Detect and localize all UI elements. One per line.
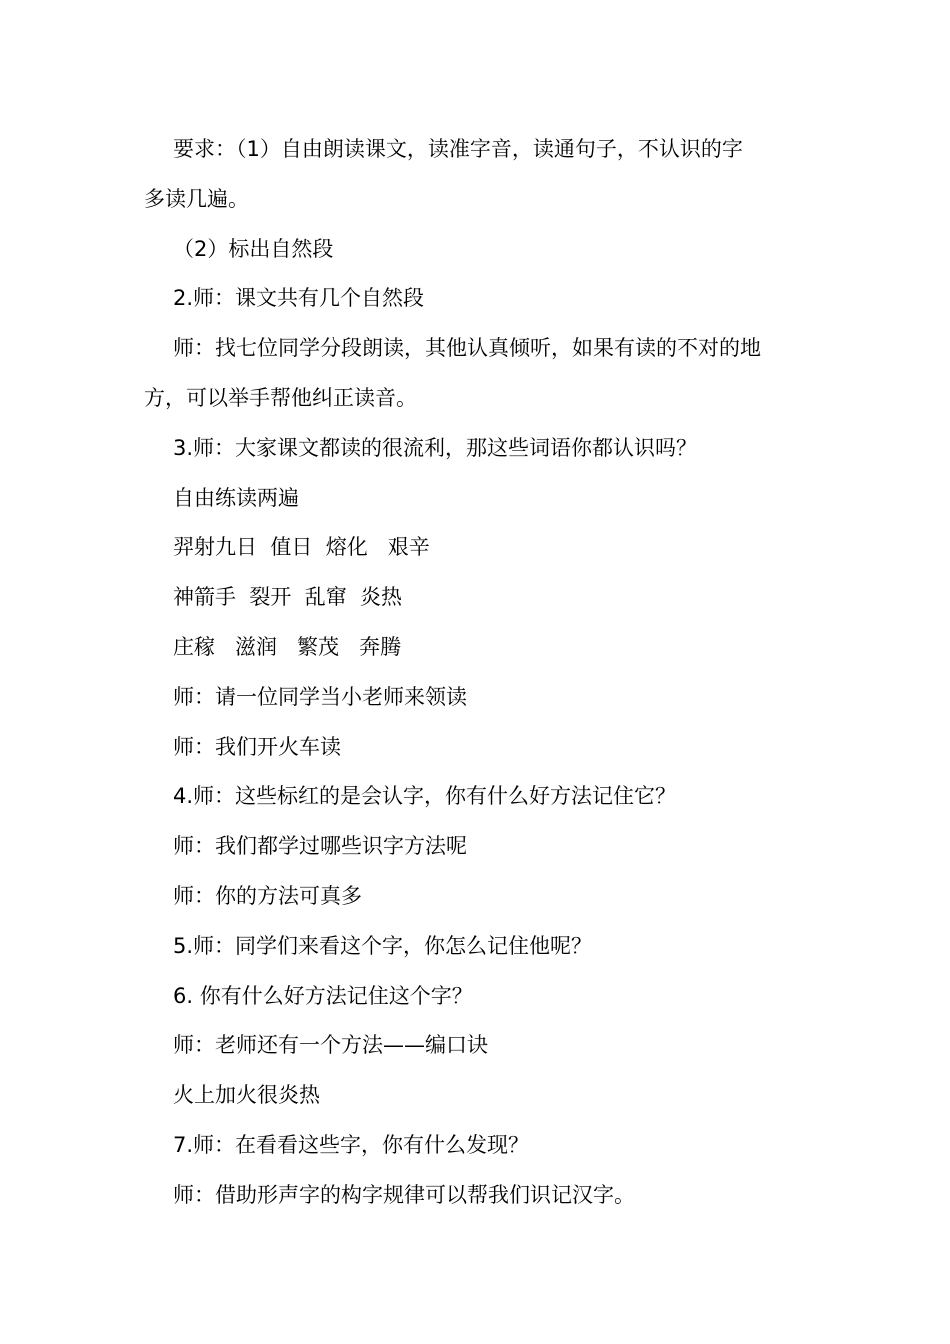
word-list-line: 羿射九日 值日 熔化 艰辛 [173,535,430,560]
paragraph-line: 7.师：在看看这些字，你有什么发现？ [173,1132,530,1157]
paragraph-line: 师：请一位同学当小老师来领读 [173,684,467,709]
paragraph-line: 师：老师还有一个方法——编口诀 [173,1033,488,1058]
paragraph-line: 方，可以举手帮他纠正读音。 [144,385,417,410]
paragraph-line: 3.师：大家课文都读的很流利，那这些词语你都认识吗？ [173,435,698,460]
paragraph-line: 2.师：课文共有几个自然段 [173,286,425,311]
word-list-line: 庄稼 滋润 繁茂 奔腾 [173,634,402,659]
paragraph-line: 师：借助形声字的构字规律可以帮我们识记汉字。 [173,1182,635,1207]
paragraph-line: 5.师：同学们来看这个字，你怎么记住他呢？ [173,933,593,958]
paragraph-line: 师：找七位同学分段朗读，其他认真倾听，如果有读的不对的地 [173,336,761,361]
document-body [144,125,810,1221]
paragraph-line: （2）标出自然段 [173,236,334,261]
paragraph-line: 师：我们都学过哪些识字方法呢 [173,834,467,859]
paragraph-line: 多读几遍。 [144,186,249,211]
paragraph-line: 自由练读两遍 [173,485,299,510]
word-list-line: 神箭手 裂开 乱窜 炎热 [173,585,403,610]
paragraph-line: 4.师：这些标红的是会认字，你有什么好方法记住它？ [173,784,677,809]
paragraph-line: 6. 你有什么好方法记住这个字？ [173,983,473,1008]
paragraph-line: 火上加火很炎热 [173,1083,320,1108]
paragraph-line: 要求：（1）自由朗读课文，读准字音，读通句子，不认识的字 [173,137,743,161]
paragraph-line: 师：你的方法可真多 [173,883,362,908]
paragraph-line: 师：我们开火车读 [173,734,341,759]
